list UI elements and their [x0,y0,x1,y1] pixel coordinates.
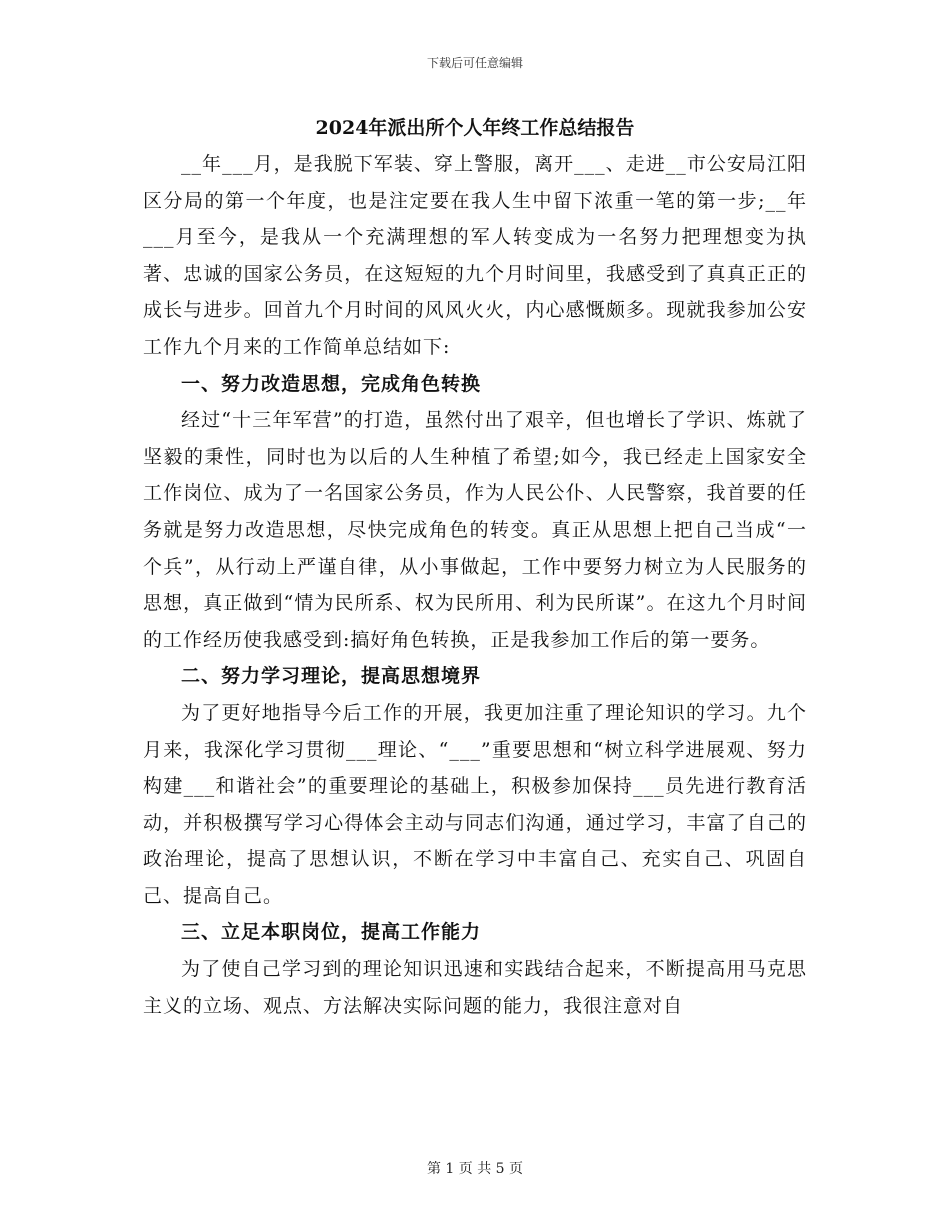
page-number: 第 1 页 共 5 页 [426,1161,524,1177]
section-heading: 一、努力改造思想，完成角色转换 [181,372,482,395]
section-1 [143,366,807,659]
intro-paragraph: __年___月，是我脱下军装、穿上警服，离开___、走进__市公安局江阳区分局的第一个年度，也是注定要在我人生中留下浓重一笔的第一步;__年___月至今，是我从一个充满理想的军人转变成为一名努力把理想变为执著、忠诚的国家公务员，在这短短的九个月时间里，我感受到了真真正正的成长与进步。回首九个月时间的风风火火，内心感慨颇多。现就我参加公安工作九个月来的工作简单总结如下: [143,153,807,358]
page-header-note: 下载后可任意编辑 [426,56,523,70]
section-paragraph: 为了更好地指导今后工作的开展，我更加注重了理论知识的学习。九个月来，我深化学习贯彻___理论、“___”重要思想和“树立科学进展观、努力构建___和谐社会”的重要理论的基础上，积极参加保持___员先进行教育活动，并积极撰写学习心得体会主动与同志们沟通，通过学习，丰富了自己的政治理论，提高了思想认识，不断在学习中丰富自己、充实自己、巩固自己、提高自己。 [143,701,807,907]
section-heading: 二、努力学习理论，提高思想境界 [181,665,482,688]
section-2 [143,658,807,914]
document-body [143,110,807,1024]
section-3 [143,914,807,1024]
section-heading: 三、立足本职岗位，提高工作能力 [181,921,482,944]
section-paragraph: 为了使自己学习到的理论知识迅速和实践结合起来，不断提高用马克思主义的立场、观点、方法解决实际问题的能力，我很注意对自 [143,958,807,1017]
section-paragraph: 经过“十三年军营”的打造，虽然付出了艰辛，但也增长了学识、炼就了坚毅的秉性，同时也为以后的人生种植了希望;如今，我已经走上国家安全工作岗位、成为了一名国家公务员，作为人民公仆、人民警察，我首要的任务就是努力改造思想，尽快完成角色的转变。真正从思想上把自己当成“一个兵”，从行动上严谨自律，从小事做起，工作中要努力树立为人民服务的思想，真正做到“情为民所系、权为民所用、利为民所谋”。在这九个月时间的工作经历使我感受到:搞好角色转换，正是我参加工作后的第一要务。 [143,409,807,651]
document-title: 2024年派出所个人年终工作总结报告 [315,117,635,139]
